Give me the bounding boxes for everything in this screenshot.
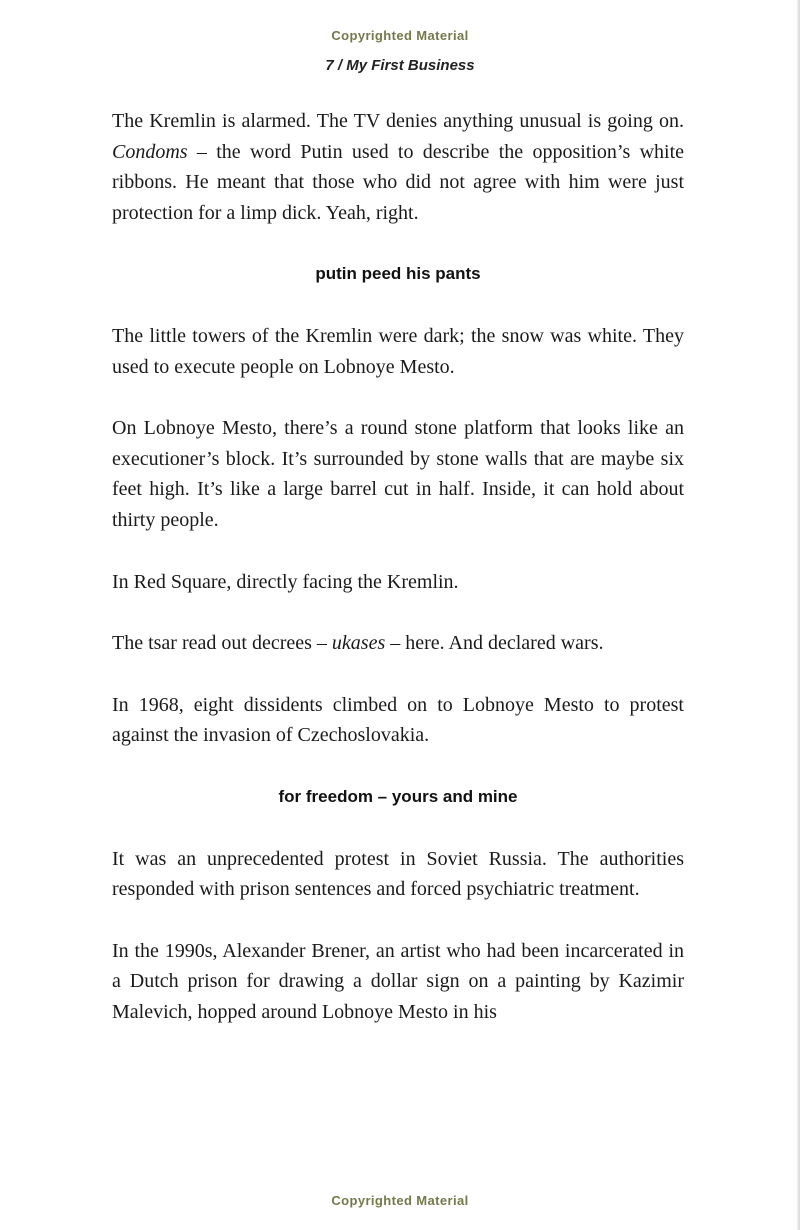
italic-text: Condoms	[112, 140, 188, 163]
italic-text: ukases	[331, 632, 386, 655]
body-paragraph	[112, 844, 684, 905]
body-paragraph	[112, 690, 684, 751]
body-paragraph	[112, 321, 684, 382]
text-run: In Red Square, directly facing the Kremlin.	[112, 570, 459, 593]
page-header: 7 / My First Business	[325, 57, 475, 74]
text-run: The Kremlin is alarmed. The TV denies anything unusual is going on.	[112, 110, 684, 132]
body-paragraph	[112, 628, 684, 659]
text-run: It was an unprecedented protest in Soviet Russia. The authorities responded with prison sentences and forced psychiatric treatment.	[112, 847, 684, 901]
text-run: The tsar read out decrees –	[112, 632, 332, 655]
body-paragraph	[112, 413, 684, 535]
section-heading: for freedom – yours and mine	[278, 786, 518, 806]
text-run: – here. And declared wars.	[385, 632, 604, 655]
body-paragraph	[112, 936, 684, 1028]
text-run: In 1968, eight dissidents climbed on to Lobnoye Mesto to protest against the invasion of Czechoslovakia.	[112, 693, 684, 747]
copyright-notice-bottom: Copyrighted Material	[331, 1193, 469, 1208]
section-heading: putin peed his pants	[315, 264, 481, 284]
text-run: The little towers of the Kremlin were dark; the snow was white. They used to execute people on Lobnoye Mesto.	[112, 324, 684, 378]
body-paragraph	[112, 106, 684, 228]
text-run: In the 1990s, Alexander Brener, an artist who had been incarcerated in a Dutch prison for drawing a dollar sign on a painting by Kazimir Malevich, hopped around Lobnoye Mesto in his	[112, 939, 684, 1023]
page-content	[112, 106, 684, 1027]
body-paragraph	[112, 567, 684, 598]
text-run: On Lobnoye Mesto, there’s a round stone platform that looks like an executioner’s block. It’s surrounded by stone walls that are maybe six feet high. It’s like a large barrel cut in half. Inside, it can hold about thirty people.	[112, 417, 684, 531]
copyright-notice-top: Copyrighted Material	[331, 28, 469, 43]
text-run: – the word Putin used to describe the opposition’s white ribbons. He meant that those who did not agree with him were just protection for a limp dick. Yeah, right.	[112, 140, 684, 224]
